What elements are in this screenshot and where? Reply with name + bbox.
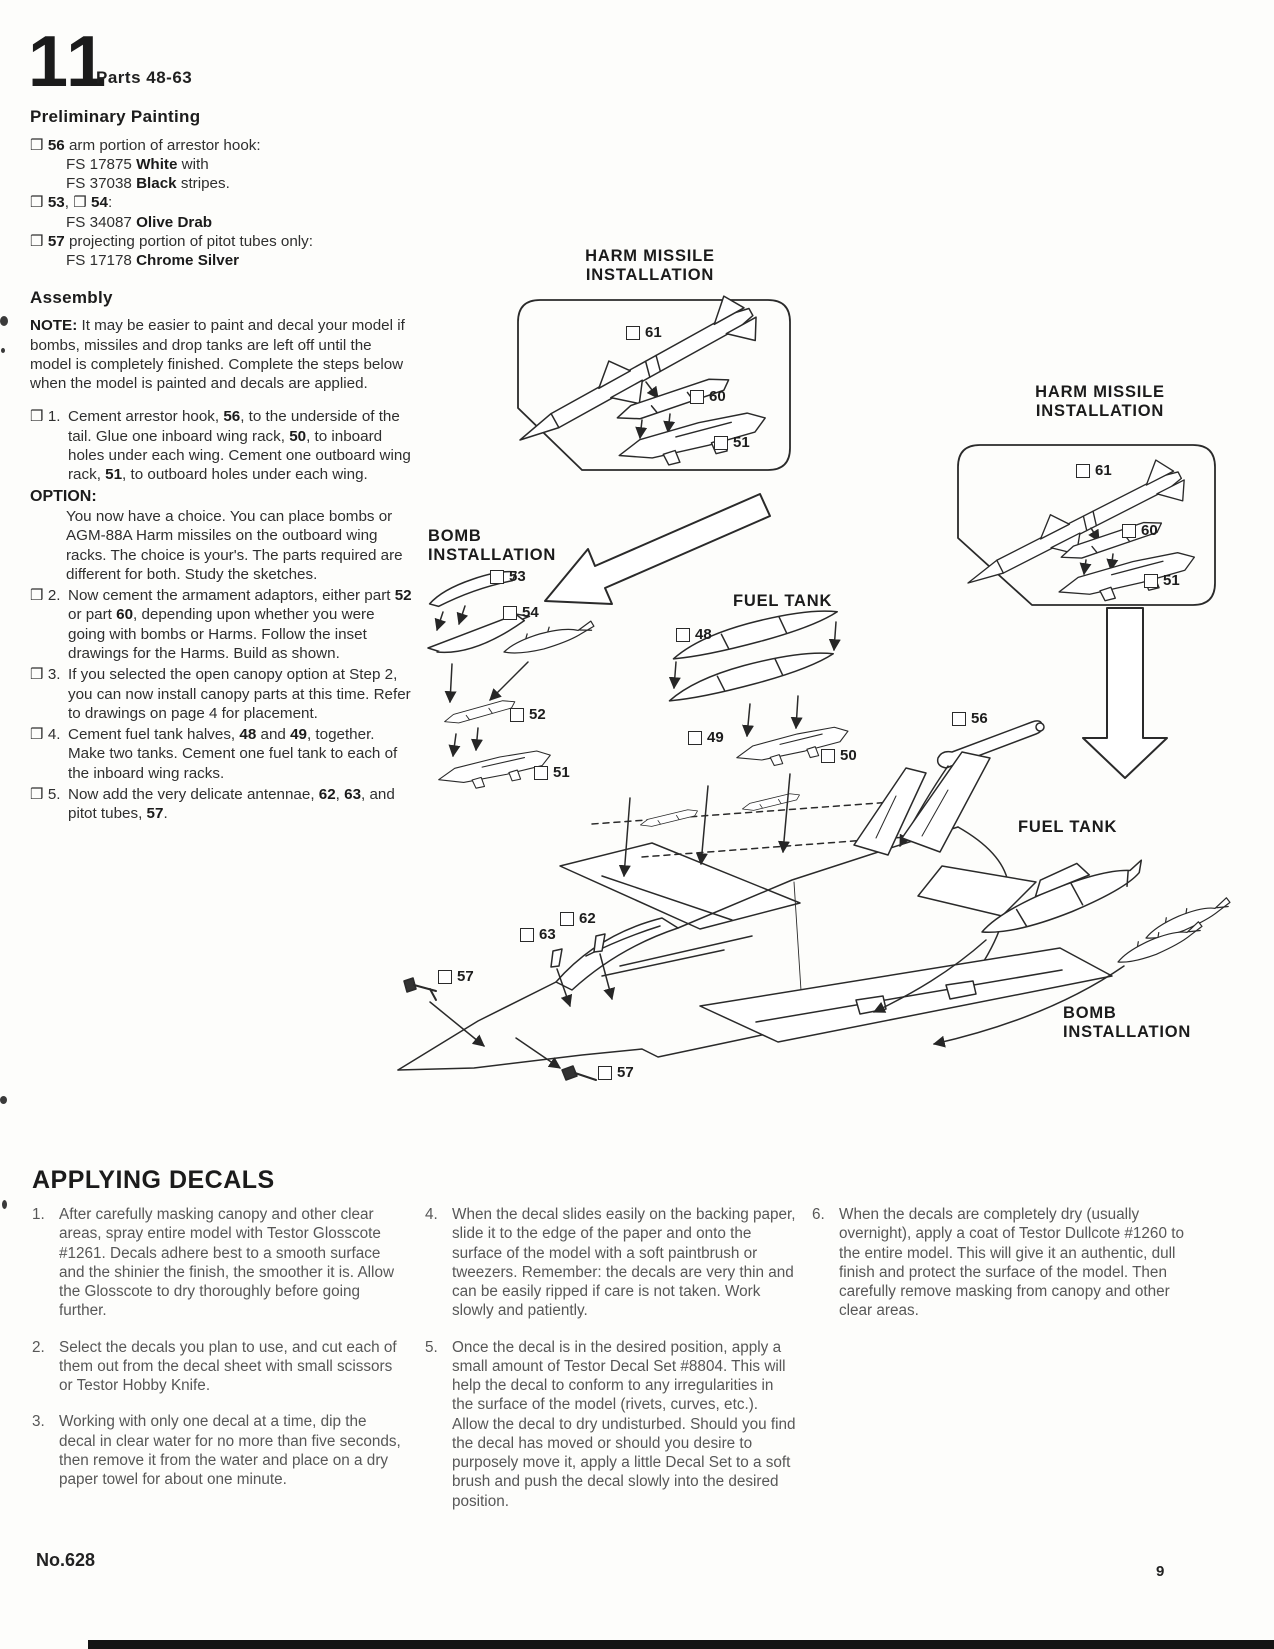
harm-missile-title-left: HARM MISSILE INSTALLATION xyxy=(585,247,715,285)
assembly-step-4 xyxy=(30,725,412,783)
arrow-from-left-inset xyxy=(545,494,770,604)
paint-item-line: ❒ 53, ❒ 54: xyxy=(30,194,113,212)
part-checkbox-icon xyxy=(510,708,524,722)
step-number: 11 xyxy=(28,22,109,102)
paint-item-line: FS 17875 White with xyxy=(66,155,209,173)
paint-item-line: FS 34087 Olive Drab xyxy=(66,213,213,231)
fuel-tank-title-right: FUEL TANK xyxy=(1018,818,1118,836)
antenna-pitot-parts xyxy=(404,934,612,1080)
part-label-49: 49 xyxy=(688,729,724,746)
paint-item-line: ❒ 57 projecting portion of pitot tubes only: xyxy=(30,233,313,251)
part-checkbox-icon xyxy=(490,570,504,584)
scan-artifact xyxy=(0,316,8,326)
step-checkbox-marker: ❒ 3. xyxy=(30,666,61,684)
scan-artifact xyxy=(0,1096,7,1104)
assembly-heading: Assembly xyxy=(30,287,113,307)
decal-step-2 xyxy=(32,1338,404,1396)
decal-step-text: Select the decals you plan to use, and cut each of them out from the decal sheet with small scissors or Testor Hobby Knife. xyxy=(59,1338,397,1395)
part-checkbox-icon xyxy=(952,712,966,726)
step-checkbox-marker: ❒ 4. xyxy=(30,726,61,744)
step-checkbox-marker: ❒ 5. xyxy=(30,786,61,804)
decals-column-1 xyxy=(32,1205,404,1506)
part-checkbox-icon xyxy=(1076,464,1090,478)
part-label-62: 62 xyxy=(560,910,596,927)
part-checkbox-icon xyxy=(1122,524,1136,538)
step-text: If you selected the open canopy option at Step 2, you can now install canopy parts at this time. Refer to drawings on page 4 for placement. xyxy=(68,666,411,722)
option-text: You now have a choice. You can place bombs or AGM-88A Harm missiles on the outboard wing racks. The choice is your's. The parts required are different for both. Study the sketches. xyxy=(66,507,403,583)
paint-item-line: FS 17178 Chrome Silver xyxy=(66,252,240,270)
assembly-step-3 xyxy=(30,665,412,723)
decal-step-4 xyxy=(425,1205,797,1321)
decal-step-3 xyxy=(32,1412,404,1489)
part-label-60: 60 xyxy=(690,388,726,405)
part-checkbox-icon xyxy=(534,766,548,780)
assembly-step-1 xyxy=(30,407,412,484)
scan-edge-bar xyxy=(88,1640,1274,1649)
part-label-53: 53 xyxy=(490,568,526,585)
part-checkbox-icon xyxy=(438,970,452,984)
part-label-56: 56 xyxy=(952,710,988,727)
assembly-note: NOTE: It may be easier to paint and decal your model if bombs, missiles and drop tanks are left off until the model is completely finished. Complete the steps below when the model is painted and decals are applied. xyxy=(30,317,405,393)
assembly-step-2 xyxy=(30,586,412,663)
part-label-50: 50 xyxy=(821,747,857,764)
part-checkbox-icon xyxy=(520,928,534,942)
part-checkbox-icon xyxy=(1144,574,1158,588)
scan-artifact xyxy=(2,1200,7,1209)
part-checkbox-icon xyxy=(714,436,728,450)
step-text: Now cement the armament adaptors, either part 52 or part 60, depending upon whether you were going with bombs or Harms. Follow the inset drawings for the Harms. Build as shown. xyxy=(68,587,412,662)
part-checkbox-icon xyxy=(503,606,517,620)
part-checkbox-icon xyxy=(821,749,835,763)
decal-step-text: After carefully masking canopy and other clear areas, spray entire model with Testor Glosscote #1261. Decals adhere best to a smooth surface and the shinier the finish, the smoother it is. Allow the Glosscote to dry thoroughly before going further. xyxy=(59,1206,395,1320)
harm-missile-title-right: HARM MISSILE INSTALLATION xyxy=(1035,383,1165,421)
part-label-52: 52 xyxy=(510,706,546,723)
step-text: Cement fuel tank halves, 48 and 49, together. Make two tanks. Cement one fuel tank to each of the inboard wing racks. xyxy=(68,726,398,782)
part-label-51: 51 xyxy=(1144,572,1180,589)
part-checkbox-icon xyxy=(676,628,690,642)
decal-step-text: Working with only one decal at a time, dip the decal in clear water for no more than five seconds, then remove it from the water and place on a dry paper towel for about one minute. xyxy=(59,1413,401,1489)
part-label-57: 57 xyxy=(598,1064,634,1081)
part-label-51: 51 xyxy=(534,764,570,781)
decal-step-5 xyxy=(425,1338,797,1511)
paint-item-line: FS 37038 Black stripes. xyxy=(66,175,230,193)
part-label-51: 51 xyxy=(714,434,750,451)
applying-decals-heading: APPLYING DECALS xyxy=(32,1166,275,1194)
decal-step-text: When the decal slides easily on the backing paper, slide it to the edge of the paper and onto the surface of the model with a soft paintbrush or tweezers. Remember: the decals are very thin and can be easily ripped if care is not taken. Work slowly and patiently. xyxy=(452,1206,796,1320)
decal-step-text: Once the decal is in the desired position, apply a small amount of Testor Decal Set #8804. This will help the decal to conform to any irregularities in the surface of the model (rivets, curves, etc.). Allow the decal to dry undisturbed. Should you find the decal has moved or should you desire to purposely move it, apply a little Decal Set to a soft brush and push the decal slowly into the desired position. xyxy=(452,1338,796,1510)
decals-column-3 xyxy=(812,1205,1184,1338)
paint-item-line: ❒ 56 arm portion of arrestor hook: xyxy=(30,136,261,154)
option-label: OPTION: xyxy=(30,487,97,505)
decal-step-text: When the decals are completely dry (usually overnight), apply a coat of Testor Dullcote #1260 to the entire model. This will give it an authentic, dull finish and protect the surface of the model. Then carefully remove masking from canopy and other clear areas. xyxy=(839,1206,1184,1320)
instructions-column xyxy=(30,106,412,826)
preliminary-painting-heading: Preliminary Painting xyxy=(30,107,201,126)
decal-step-number: 2. xyxy=(32,1338,45,1356)
decal-step-1 xyxy=(32,1205,404,1321)
assembly-step-5 xyxy=(30,785,412,824)
decal-step-number: 1. xyxy=(32,1206,45,1223)
decal-step-number: 4. xyxy=(425,1206,438,1223)
step-checkbox-marker: ❒ 2. xyxy=(30,587,61,605)
parts-range-label: Parts 48-63 xyxy=(96,68,193,87)
part-label-60: 60 xyxy=(1122,522,1158,539)
step-text: Now add the very delicate antennae, 62, 63, and pitot tubes, 57. xyxy=(68,786,395,823)
decals-column-2 xyxy=(425,1205,797,1528)
bomb-installation-title-right: BOMB INSTALLATION xyxy=(1063,1004,1192,1042)
arrow-from-right-inset xyxy=(1083,608,1167,778)
page-number: 9 xyxy=(1156,1563,1165,1580)
decal-step-number: 5. xyxy=(425,1338,438,1356)
part-checkbox-icon xyxy=(690,390,704,404)
fuel-tank-title-center: FUEL TANK xyxy=(733,592,833,610)
part-checkbox-icon xyxy=(560,912,574,926)
part-label-54: 54 xyxy=(503,604,539,621)
scan-artifact xyxy=(1,348,5,353)
aircraft-drawing xyxy=(398,752,1112,1070)
part-label-63: 63 xyxy=(520,926,556,943)
decal-step-6 xyxy=(812,1205,1184,1321)
decal-step-number: 3. xyxy=(32,1413,45,1431)
part-label-61: 61 xyxy=(1076,462,1112,479)
bomb-installation-title-left: BOMB INSTALLATION xyxy=(428,527,557,565)
part-checkbox-icon xyxy=(688,731,702,745)
part-checkbox-icon xyxy=(626,326,640,340)
decal-step-number: 6. xyxy=(812,1206,825,1223)
step-text: Cement arrestor hook, 56, to the underside of the tail. Glue one inboard wing rack, 50, to inboard holes under each wing. Cement one outboard wing rack, 51, to outboard holes under each wing. xyxy=(68,408,411,484)
document-number: No.628 xyxy=(36,1550,96,1570)
part-label-48: 48 xyxy=(676,626,712,643)
part-label-57: 57 xyxy=(438,968,474,985)
part-label-61: 61 xyxy=(626,324,662,341)
part-checkbox-icon xyxy=(598,1066,612,1080)
step-checkbox-marker: ❒ 1. xyxy=(30,408,61,426)
